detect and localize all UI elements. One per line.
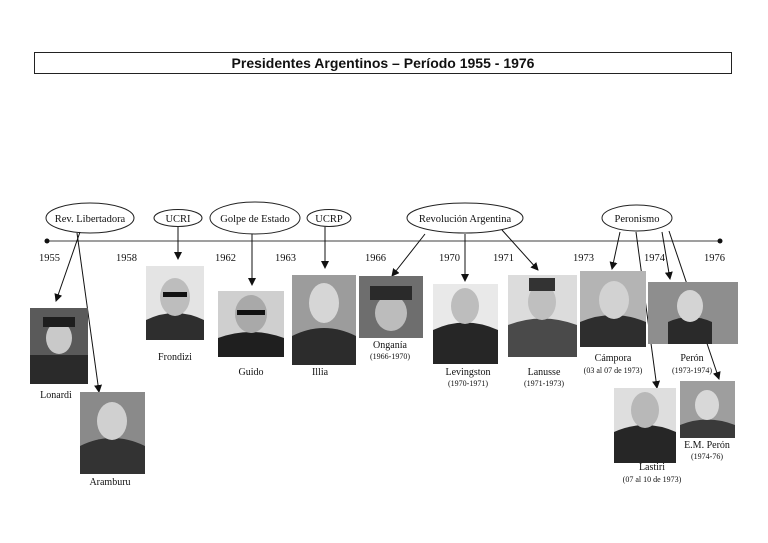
period-label-golpe: Golpe de Estado — [220, 214, 290, 225]
period-label-peronismo: Peronismo — [614, 214, 660, 225]
name-frondizi: Frondizi — [158, 352, 192, 363]
page-title: Presidentes Argentinos – Período 1955 - 1976 — [34, 52, 732, 74]
name-levingston: Levingston — [445, 367, 491, 378]
portrait-frondizi — [146, 266, 204, 340]
year-1976: 1976 — [704, 253, 725, 264]
arrow-to-campora — [612, 232, 620, 269]
dates-ongania: (1966-1970) — [370, 352, 410, 361]
portrait-campora — [580, 271, 646, 347]
name-guido: Guido — [238, 367, 264, 378]
dates-lanusse: (1971-1973) — [524, 379, 564, 388]
year-1974: 1974 — [644, 253, 665, 264]
portrait-lanusse — [508, 275, 577, 357]
portrait-lonardi — [30, 308, 88, 384]
year-1958: 1958 — [116, 253, 137, 264]
year-1955: 1955 — [39, 253, 60, 264]
name-illia: Illia — [311, 367, 329, 378]
name-campora: Cámpora — [594, 353, 632, 364]
portrait-guido — [218, 291, 284, 357]
portrait-levingston — [433, 284, 498, 364]
name-aramburu: Aramburu — [89, 477, 131, 488]
portrait-aramburu — [80, 392, 145, 474]
name-ongania: Onganía — [373, 340, 407, 351]
year-1962: 1962 — [215, 253, 236, 264]
year-1970: 1970 — [439, 253, 460, 264]
timeline-end-dot — [718, 239, 723, 244]
dates-campora: (03 al 07 de 1973) — [583, 366, 643, 375]
name-em-peron: E.M. Perón — [684, 440, 730, 451]
portrait-em-peron — [680, 381, 735, 438]
period-label-ucrp: UCRP — [315, 214, 343, 225]
arrow-to-lanusse — [502, 230, 538, 270]
portrait-lastiri — [614, 388, 676, 463]
arrow-to-ongania — [392, 234, 425, 276]
dates-peron: (1973-1974) — [672, 366, 712, 375]
period-label-ucri: UCRI — [165, 214, 191, 225]
name-peron: Perón — [680, 353, 704, 364]
name-lanusse: Lanusse — [527, 367, 561, 378]
name-lastiri: Lastiri — [638, 462, 666, 473]
period-label-rev-libertadora: Rev. Libertadora — [54, 214, 126, 225]
dates-em-peron: (1974-76) — [691, 452, 723, 461]
portrait-illia — [292, 275, 356, 365]
dates-lastiri: (07 al 10 de 1973) — [622, 475, 682, 484]
dates-levingston: (1970-1971) — [448, 379, 488, 388]
year-1966: 1966 — [365, 253, 386, 264]
year-1973: 1973 — [573, 253, 594, 264]
period-label-revolucion: Revolución Argentina — [418, 214, 512, 225]
timeline-start-dot — [45, 239, 50, 244]
portrait-ongania — [359, 276, 423, 338]
name-lonardi: Lonardi — [40, 390, 72, 401]
arrow-to-lonardi — [56, 232, 80, 301]
year-1963: 1963 — [275, 253, 296, 264]
year-1971: 1971 — [493, 253, 514, 264]
portrait-peron — [648, 282, 738, 344]
